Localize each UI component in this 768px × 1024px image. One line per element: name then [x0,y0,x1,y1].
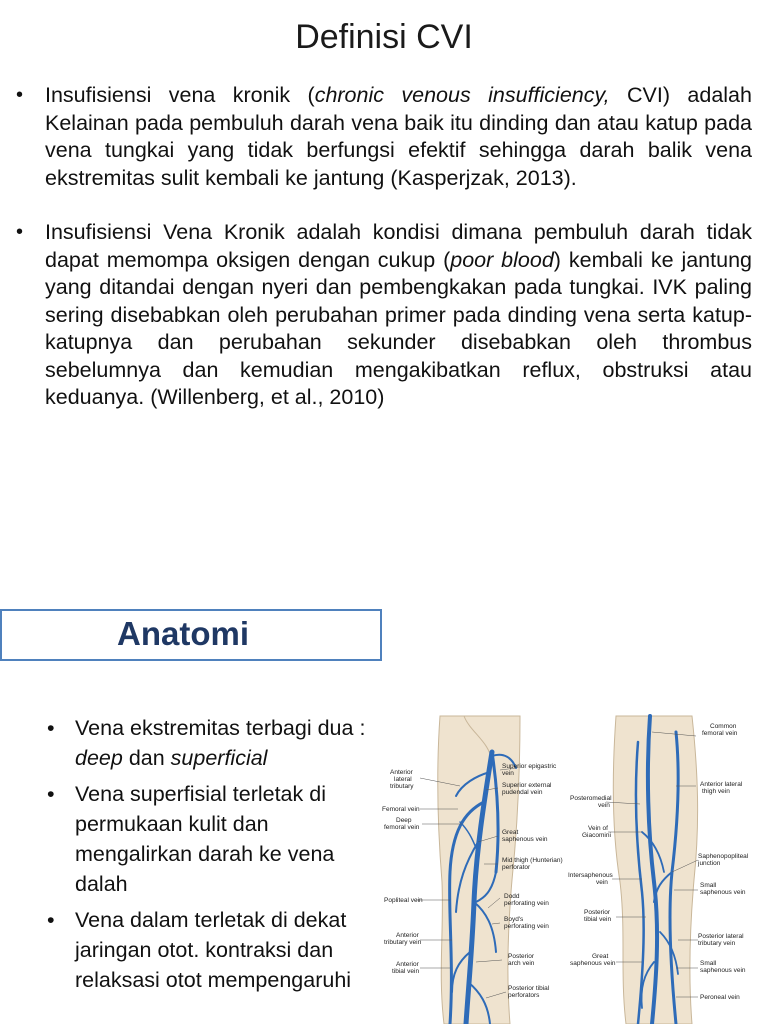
label-deep-femoral: Deep [396,817,412,824]
label-anterior-tributary: Anterior [396,932,419,939]
label-posterior-tibial: Posterior [584,909,611,916]
label-intersaphenous: vein [596,879,608,886]
label-giacomini: Giacomini [582,832,611,839]
label-dodd: Dodd [504,893,520,900]
label-peroneal: Peroneal vein [700,994,740,1001]
anatomi-list-item [45,713,375,773]
label-posteromedial: vein [598,802,610,809]
label-boyd: Boyd's [504,916,524,923]
list-text: dan [122,746,171,770]
leg-vein-illustration [380,712,768,1024]
label-common-femoral: femoral vein [702,730,738,737]
label-small-saphenous: Small [700,882,717,889]
label-mid-thigh: Mid thigh (Hunterian) [502,857,563,864]
definition-bullets [10,82,752,412]
bullet-dot: • [47,716,55,740]
label-small-saphenous: saphenous vein [700,967,746,974]
bullet-dot: • [47,908,55,932]
label-great-saphenous-posterior: Great [592,953,609,960]
label-small-saphenous: Small [700,960,717,967]
paragraph-text: Insufisiensi Vena Kronik adalah kondisi dimana pembuluh darah tidak dapat memompa oksigen dengan cukup ( [45,220,752,272]
label-posteromedial: Posteromedial [570,795,612,802]
label-great-saphenous-posterior: saphenous vein [570,960,616,967]
leg-vein-anatomy-figure [380,712,768,1024]
label-great-saphenous: saphenous vein [502,836,548,843]
bullet-dot: • [16,84,24,106]
label-small-saphenous: saphenous vein [700,889,746,896]
slide-title: Definisi CVI [295,18,473,56]
definition-paragraph-1 [10,82,752,192]
label-superior-external: pudendal vein [502,789,543,796]
label-great-saphenous: Great [502,829,519,836]
anatomi-heading-box [0,609,382,661]
label-anterior-lateral: Anterior [390,769,413,776]
list-italic: superficial [170,746,268,770]
label-mid-thigh: perforator [502,864,531,871]
paragraph-text: ) kembali ke jantung yang ditandai dengan nyeri dan pembengkakan pada tungkai. IVK paling sering disebabkan oleh perubahan primer pada dinding vena serta katup-katupnya dan perubahan sekunder disebabkan oleh thrombus sebelumnya dan kemudian mengakibatkan reflux, obstruksi atau keduanya. (Willenberg, et al., 2010) [45,247,752,409]
anatomi-list-item [45,779,375,899]
anatomi-list [45,713,375,995]
label-intersaphenous: Intersaphenous [568,872,613,879]
label-superior-epigastric: Superior epigastric [502,763,557,770]
paragraph-italic: poor blood [450,247,554,272]
label-anterior-lateral: tributary [390,783,414,790]
label-posterior-arch: Posterior [508,953,535,960]
label-posterior-tibial-perforators: perforators [508,992,540,999]
paragraph-text: Insufisiensi vena kronik ( [45,83,315,107]
label-anterior-tibial: Anterior [396,961,419,968]
list-text: Vena ekstremitas terbagi dua : [75,716,366,740]
paragraph-text: CVI) adalah Kelainan pada pembuluh darah vena baik itu dinding dan atau katup pada vena tungkai yang tidak berfungsi efektif sehingga darah balik vena ekstremitas sulit kembali ke jantung (Kasperjzak, 2013). [45,83,752,190]
label-posterior-tibial: tibial vein [584,916,612,923]
label-anterior-tributary: tributary vein [384,939,422,946]
label-superior-epigastric: vein [502,770,514,777]
label-boyd: perforating vein [504,923,549,930]
definition-paragraph-2 [10,219,752,412]
label-posterior-arch: arch vein [508,960,535,967]
label-giacomini: Vein of [588,825,608,832]
label-anterior-lateral: lateral [394,776,412,783]
list-text: Vena superfisial terletak di permukaan kulit dan mengalirkan darah ke vena dalah [75,782,335,896]
label-femoral-vein: Femoral vein [382,806,420,813]
label-saphenopopliteal: Saphenopopliteal [698,853,749,860]
label-common-femoral: Common [710,723,737,730]
bullet-dot: • [16,221,24,243]
paragraph-italic: chronic venous insufficiency, [314,83,610,107]
label-anterior-lateral-thigh: thigh vein [702,788,730,795]
bullet-dot: • [47,782,55,806]
label-superior-external: Superior external [502,782,552,789]
anatomi-heading: Anatomi [117,615,249,652]
label-posterior-lateral: Posterior lateral [698,933,744,940]
label-posterior-lateral: tributary vein [698,940,736,947]
label-anterior-lateral-thigh: Anterior lateral [700,781,743,788]
label-dodd: perforating vein [504,900,549,907]
anatomi-list-item [45,905,375,995]
list-text: Vena dalam terletak di dekat jaringan otot. kontraksi dan relaksasi otot mempengaruhi [75,908,352,992]
label-posterior-tibial-perforators: Posterior tibial [508,985,550,992]
label-saphenopopliteal: junction [698,860,721,867]
label-deep-femoral: femoral vein [384,824,420,831]
label-anterior-tibial: tibial vein [392,968,420,975]
label-popliteal: Popliteal vein [384,897,423,904]
list-italic: deep [75,746,123,770]
